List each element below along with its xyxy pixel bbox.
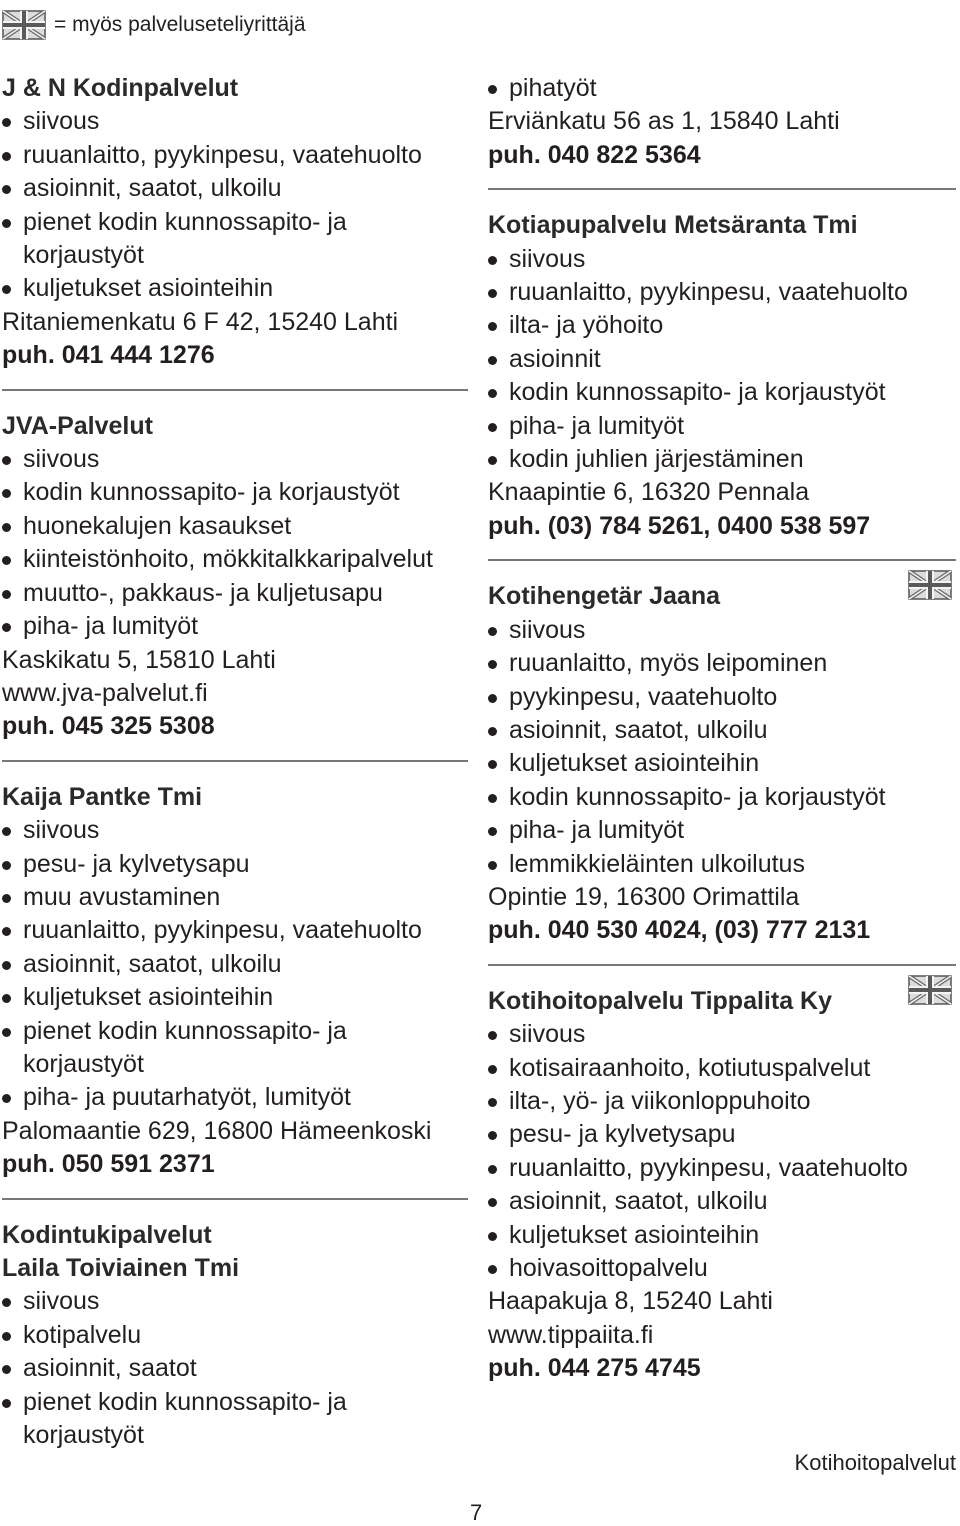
list-item-continuation: korjaustyöt: [23, 1421, 144, 1450]
address: Haapakuja 8, 15240 Lahti: [488, 1287, 773, 1316]
list-item: pienet kodin kunnossapito- ja: [2, 1015, 468, 1048]
entry-jn-kodinpalvelut: [2, 72, 468, 373]
divider: [488, 964, 956, 966]
phone: puh. 040 822 5364: [488, 140, 701, 169]
list-item: muutto-, pakkaus- ja kuljetusapu: [2, 577, 468, 610]
list-item: asioinnit: [488, 343, 956, 376]
entry-metsaranta: [488, 209, 956, 543]
list-item: hoivasoittopalvelu: [488, 1252, 956, 1285]
section-label: Kotihoitopalvelut: [794, 1450, 956, 1475]
entry-title-row: [488, 985, 956, 1018]
entry-subtitle: Laila Toiviainen Tmi: [2, 1254, 240, 1282]
address: Opintie 19, 16300 Orimattila: [488, 882, 800, 911]
divider: [2, 1198, 468, 1200]
list-item: kodin kunnossapito- ja korjaustyöt: [2, 476, 468, 509]
entry-tippalita: [488, 985, 956, 1386]
list-item: siivous: [2, 105, 468, 138]
address: Kaskikatu 5, 15810 Lahti: [2, 645, 276, 674]
list-item: piha- ja puutarhatyöt, lumityöt: [2, 1081, 468, 1114]
list-item: pienet kodin kunnossapito- ja: [2, 1386, 468, 1419]
list-item: kotisairaanhoito, kotiutuspalvelut: [488, 1052, 956, 1085]
website-link[interactable]: www.jva-palvelut.fi: [2, 678, 208, 707]
phone: puh. 044 275 4745: [488, 1354, 701, 1383]
entry-title-row: [488, 580, 956, 613]
entry-kodintukipalvelut: [2, 1219, 468, 1453]
list-item: siivous: [488, 1018, 956, 1051]
list-item: kiinteistönhoito, mökkitalkkaripalvelut: [2, 543, 468, 576]
website-link[interactable]: www.tippaiita.fi: [488, 1320, 654, 1349]
phone: puh. 050 591 2371: [2, 1150, 215, 1179]
list-item: kuljetukset asiointeihin: [2, 981, 468, 1014]
phone: puh. 041 444 1276: [2, 341, 215, 370]
list-item: asioinnit, saatot: [2, 1352, 468, 1385]
list-item: lemmikkieläinten ulkoilutus: [488, 848, 956, 881]
entry-title: Kotiapupalvelu Metsäranta Tmi: [488, 211, 858, 240]
list-item: asioinnit, saatot, ulkoilu: [488, 714, 956, 747]
list-item: kuljetukset asiointeihin: [488, 1219, 956, 1252]
list-item: huonekalujen kasaukset: [2, 510, 468, 543]
page-number: 7: [470, 1500, 483, 1525]
list-item: pihatyöt: [488, 72, 956, 105]
list-item: kodin kunnossapito- ja korjaustyöt: [488, 376, 956, 409]
list-item: muu avustaminen: [2, 881, 468, 914]
list-item: siivous: [488, 243, 956, 276]
list-item: siivous: [2, 443, 468, 476]
divider: [2, 389, 468, 391]
list-item: asioinnit, saatot, ulkoilu: [2, 948, 468, 981]
list-item: siivous: [488, 614, 956, 647]
list-item-continuation: korjaustyöt: [23, 241, 144, 270]
phone: puh. (03) 784 5261, 0400 538 597: [488, 511, 871, 540]
entry-title: Kotihoitopalvelu Tippalita Ky: [488, 986, 833, 1015]
flag-icon: [908, 570, 952, 600]
address: Palomaantie 629, 16800 Hämeenkoski: [2, 1116, 432, 1145]
list-item: ilta-, yö- ja viikonloppuhoito: [488, 1085, 956, 1118]
entry-title: JVA-Palvelut: [2, 411, 153, 440]
list-item-continuation: korjaustyöt: [23, 1049, 144, 1078]
address: Erviänkatu 56 as 1, 15840 Lahti: [488, 107, 840, 136]
divider: [488, 559, 956, 561]
legend: [2, 8, 306, 42]
list-item: ruuanlaitto, pyykinpesu, vaatehuolto: [488, 1152, 956, 1185]
entry-title: Kotihengetär Jaana: [488, 582, 721, 611]
entry-title: Kodintukipalvelut: [2, 1220, 212, 1249]
entry-continued: [488, 72, 956, 172]
list-item: ruuanlaitto, pyykinpesu, vaatehuolto: [2, 914, 468, 947]
list-item: kotipalvelu: [2, 1319, 468, 1352]
address: Knaapintie 6, 16320 Pennala: [488, 478, 810, 507]
entry-kaija-pantke: [2, 781, 468, 1182]
phone: puh. 045 325 5308: [2, 712, 215, 741]
list-item: asioinnit, saatot, ulkoilu: [2, 172, 468, 205]
flag-icon: [908, 975, 952, 1005]
list-item: ruuanlaitto, pyykinpesu, vaatehuolto: [2, 139, 468, 172]
list-item: ilta- ja yöhoito: [488, 309, 956, 342]
left-column: [2, 72, 468, 1452]
list-item: pesu- ja kylvetysapu: [2, 848, 468, 881]
right-column: [488, 72, 956, 1386]
list-item: ruuanlaitto, myös leipominen: [488, 647, 956, 680]
list-item: ruuanlaitto, pyykinpesu, vaatehuolto: [488, 276, 956, 309]
list-item: pyykinpesu, vaatehuolto: [488, 681, 956, 714]
list-item: kodin juhlien järjestäminen: [488, 443, 956, 476]
entry-kotihengetar-jaana: [488, 580, 956, 947]
list-item: kuljetukset asiointeihin: [2, 272, 468, 305]
list-item: piha- ja lumityöt: [488, 410, 956, 443]
entry-jva-palvelut: [2, 410, 468, 744]
list-item: asioinnit, saatot, ulkoilu: [488, 1185, 956, 1218]
flag-icon: [2, 10, 46, 40]
divider: [488, 188, 956, 190]
phone: puh. 040 530 4024, (03) 777 2131: [488, 916, 871, 945]
list-item: kodin kunnossapito- ja korjaustyöt: [488, 781, 956, 814]
list-item: piha- ja lumityöt: [2, 610, 468, 643]
list-item: piha- ja lumityöt: [488, 814, 956, 847]
legend-text: = myös palveluseteliyrittäjä: [54, 13, 306, 36]
address: Ritaniemenkatu 6 F 42, 15240 Lahti: [2, 307, 399, 336]
divider: [2, 760, 468, 762]
entry-title: J & N Kodinpalvelut: [2, 74, 239, 102]
list-item: pienet kodin kunnossapito- ja: [2, 206, 468, 239]
list-item: siivous: [2, 814, 468, 847]
list-item: kuljetukset asiointeihin: [488, 747, 956, 780]
list-item: pesu- ja kylvetysapu: [488, 1118, 956, 1151]
list-item: siivous: [2, 1285, 468, 1318]
entry-title: Kaija Pantke Tmi: [2, 782, 203, 811]
